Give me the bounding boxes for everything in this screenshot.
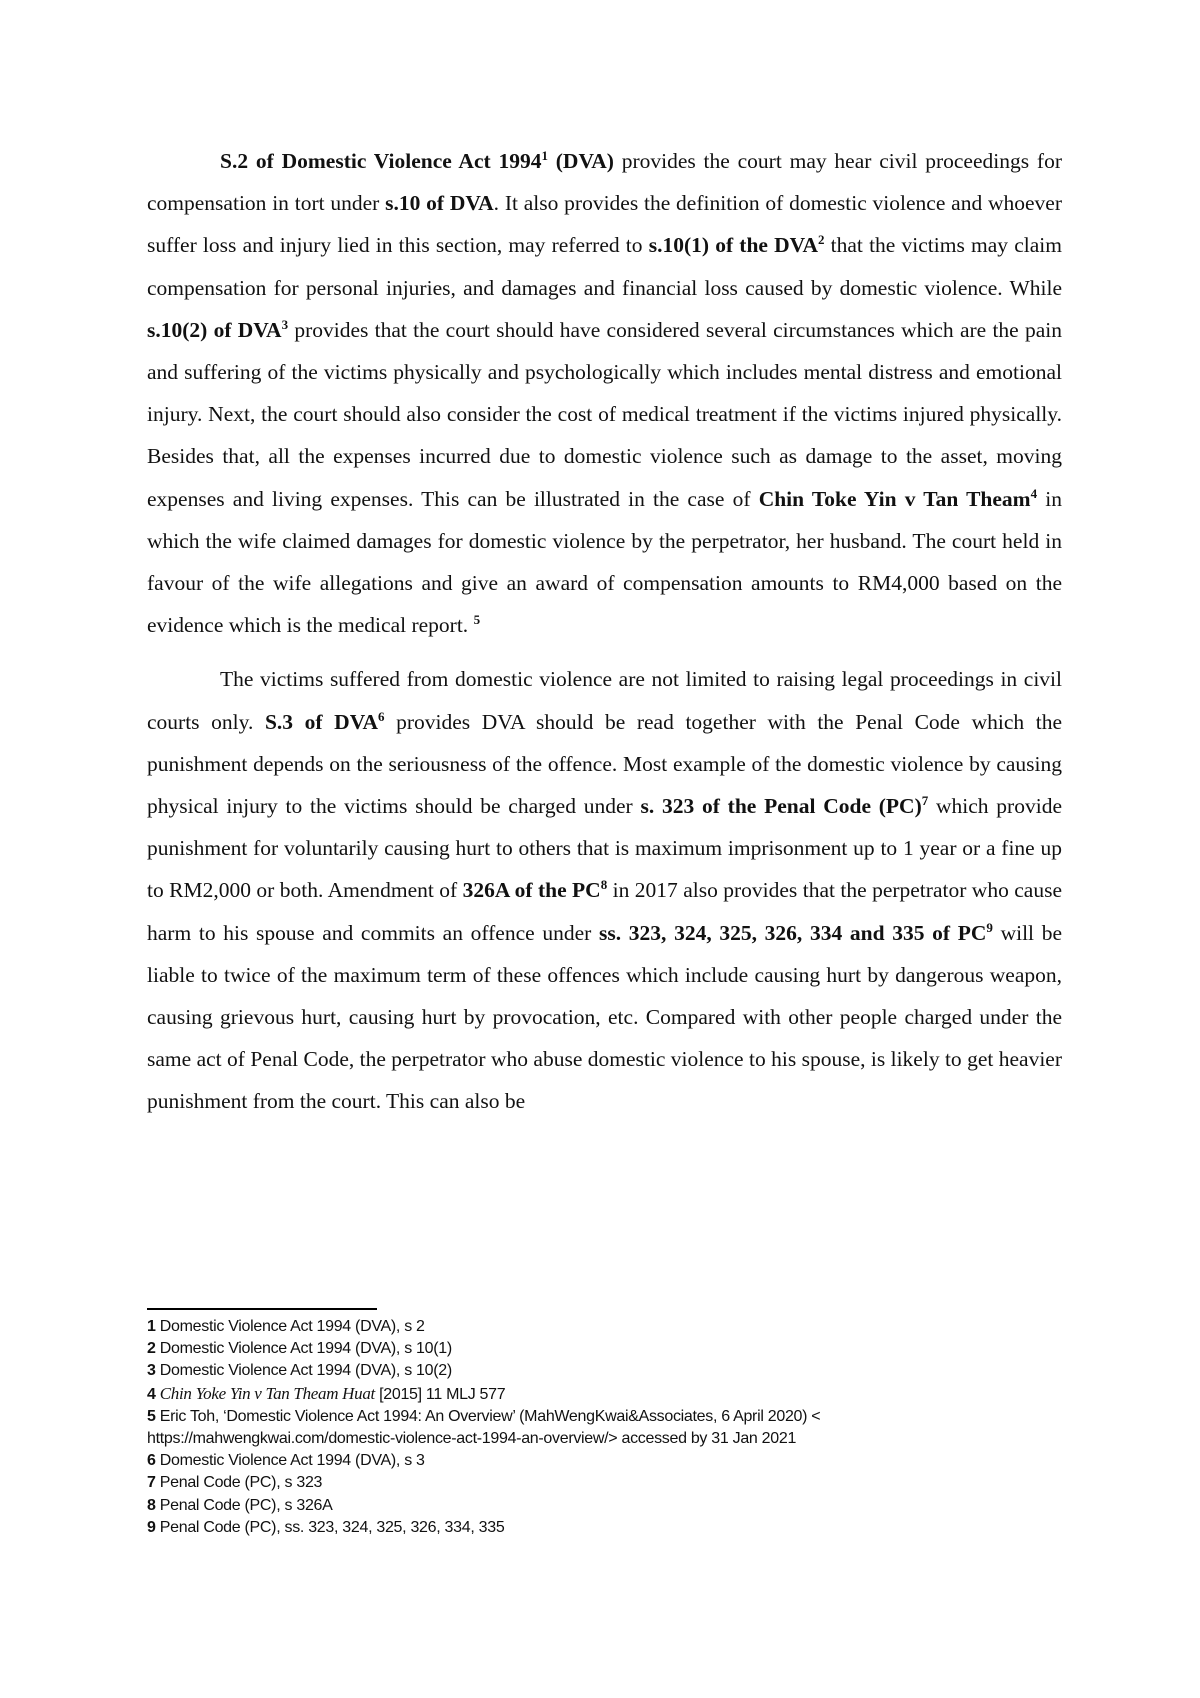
bold-citation: S.2 of Domestic Violence Act 1994 xyxy=(220,149,542,173)
footnote-1 xyxy=(147,1316,1062,1338)
footnote-number: 2 xyxy=(147,1340,156,1358)
bold-citation: (DVA) xyxy=(547,149,614,173)
bold-citation: S.3 of DVA xyxy=(264,709,378,734)
bold-citation: 326A of the PC xyxy=(462,878,601,903)
footnote-link-text: https://mahwengkwai.com/domestic-violence-act-1994-an-overview/> accessed by 31 Jan 2021 xyxy=(147,1430,797,1448)
footnote-separator xyxy=(147,1308,377,1310)
case-name: Chin Yoke Yin v Tan Theam Huat xyxy=(159,1383,375,1403)
bold-citation: s. 323 of the Penal Code (PC) xyxy=(640,794,922,819)
footnote-number: 5 xyxy=(147,1407,156,1425)
footnote-reference: 4 xyxy=(1030,485,1038,501)
footnote-reference: 7 xyxy=(921,793,929,809)
footnote-text: Eric Toh, ‘Domestic Violence Act 1994: An Overview’ (MahWengKwai&Associates, 6 April 2020) < xyxy=(159,1407,821,1425)
footnote-text: [2015] 11 MLJ 577 xyxy=(374,1385,506,1403)
footnote-9 xyxy=(147,1517,1062,1539)
bold-citation: s.10(2) of DVA xyxy=(147,317,282,342)
footnote-number: 9 xyxy=(147,1518,156,1536)
footnote-number: 3 xyxy=(147,1362,156,1380)
footnote-2 xyxy=(147,1338,1062,1360)
footnote-text: Domestic Violence Act 1994 (DVA), s 3 xyxy=(159,1452,425,1470)
footnote-number: 8 xyxy=(147,1496,156,1514)
text-run: that the victims may claim compensation for personal injuries, and damages and financial loss caused by domestic violence. While xyxy=(147,233,1062,300)
footnotes xyxy=(147,1316,1062,1539)
bold-citation: s.10 of DVA xyxy=(385,191,494,216)
footnote-3 xyxy=(147,1360,1062,1382)
footnote-number: 6 xyxy=(147,1452,156,1470)
footnote-5 xyxy=(147,1406,1062,1450)
text-run: The victims suffered from domestic violence are not limited to raising legal proceedings in civil courts only. xyxy=(147,667,1062,734)
footnote-number: 1 xyxy=(147,1318,156,1335)
footnote-text: Domestic Violence Act 1994 (DVA), s 10(1) xyxy=(159,1340,452,1358)
footnote-reference: 8 xyxy=(600,877,608,893)
bold-citation: s.10(1) of the DVA xyxy=(648,233,818,258)
footnote-reference: 9 xyxy=(986,919,993,935)
footnote-text: Penal Code (PC), ss. 323, 324, 325, 326, 334, 335 xyxy=(159,1518,505,1536)
footnote-reference: 3 xyxy=(281,317,289,333)
body-text xyxy=(147,140,1062,1123)
text-run: will be liable to twice of the maximum term of these offences which include causing hurt by dangerous weapon, causing grievous hurt, causing hurt by provocation, etc. Compared with other people charged under the same act of Penal Code, the perpetrator who abuse domestic violence to his spouse, is likely to get heavier punishment from the court. This can also be xyxy=(147,920,1062,1114)
bold-citation: ss. 323, 324, 325, 326, 334 and 335 of PC xyxy=(598,920,987,945)
text-run: provides that the court should have considered several circumstances which are the pain and suffering of the victims physically and psychologically which includes mental distress and emotional injury. Next, the court should also consider the cost of medical treatment if the victims injured physically. Besides that, all the expenses incurred due to domestic violence such as damage to the asset, moving expenses and living expenses. This can be illustrated in the case of xyxy=(147,317,1062,511)
text-run: which provide punishment for voluntarily causing hurt to others that is maximum imprisonment up to 1 year or a fine up to RM2,000 or both. Amendment of xyxy=(147,794,1062,903)
footnote-8 xyxy=(147,1495,1062,1517)
footnote-4 xyxy=(147,1383,1062,1406)
bold-citation: Chin Toke Yin v Tan Theam xyxy=(758,486,1031,511)
paragraph-criminal-proceedings xyxy=(147,658,1062,1122)
footnote-number: 7 xyxy=(147,1474,156,1492)
footnote-number: 4 xyxy=(147,1385,156,1403)
text-run: in which the wife claimed damages for domestic violence by the perpetrator, her husband. The court held in favour of the wife allegations and give an award of compensation amounts to RM4,000 based on the evidence which is the medical report. xyxy=(147,486,1062,638)
paragraph-civil-proceedings xyxy=(147,140,1062,646)
footnote-text: Domestic Violence Act 1994 (DVA), s 2 xyxy=(159,1318,425,1335)
footnote-text: Penal Code (PC), s 323 xyxy=(159,1474,323,1492)
text-run: . It also provides the definition of domestic violence and whoever suffer loss and injury lied in this section, may referred to xyxy=(147,191,1063,258)
footnote-reference: 5 xyxy=(473,612,481,628)
text-run: provides DVA should be read together with the Penal Code which the punishment depends on the seriousness of the offence. Most example of the domestic violence by causing physical injury to the victims should be charged under xyxy=(147,709,1062,819)
footnote-reference: 1 xyxy=(541,148,548,164)
footnote-6 xyxy=(147,1450,1062,1472)
footnote-text: Domestic Violence Act 1994 (DVA), s 10(2) xyxy=(159,1362,452,1380)
text-run: in 2017 also provides that the perpetrator who cause harm to his spouse and commits an offence under xyxy=(147,878,1062,945)
footnote-reference: 6 xyxy=(378,708,385,724)
footnote-7 xyxy=(147,1472,1062,1494)
text-run: provides the court may hear civil proceedings for compensation in tort under xyxy=(147,149,1062,216)
footnote-text: Penal Code (PC), s 326A xyxy=(159,1496,333,1514)
footnote-reference: 2 xyxy=(817,232,825,248)
